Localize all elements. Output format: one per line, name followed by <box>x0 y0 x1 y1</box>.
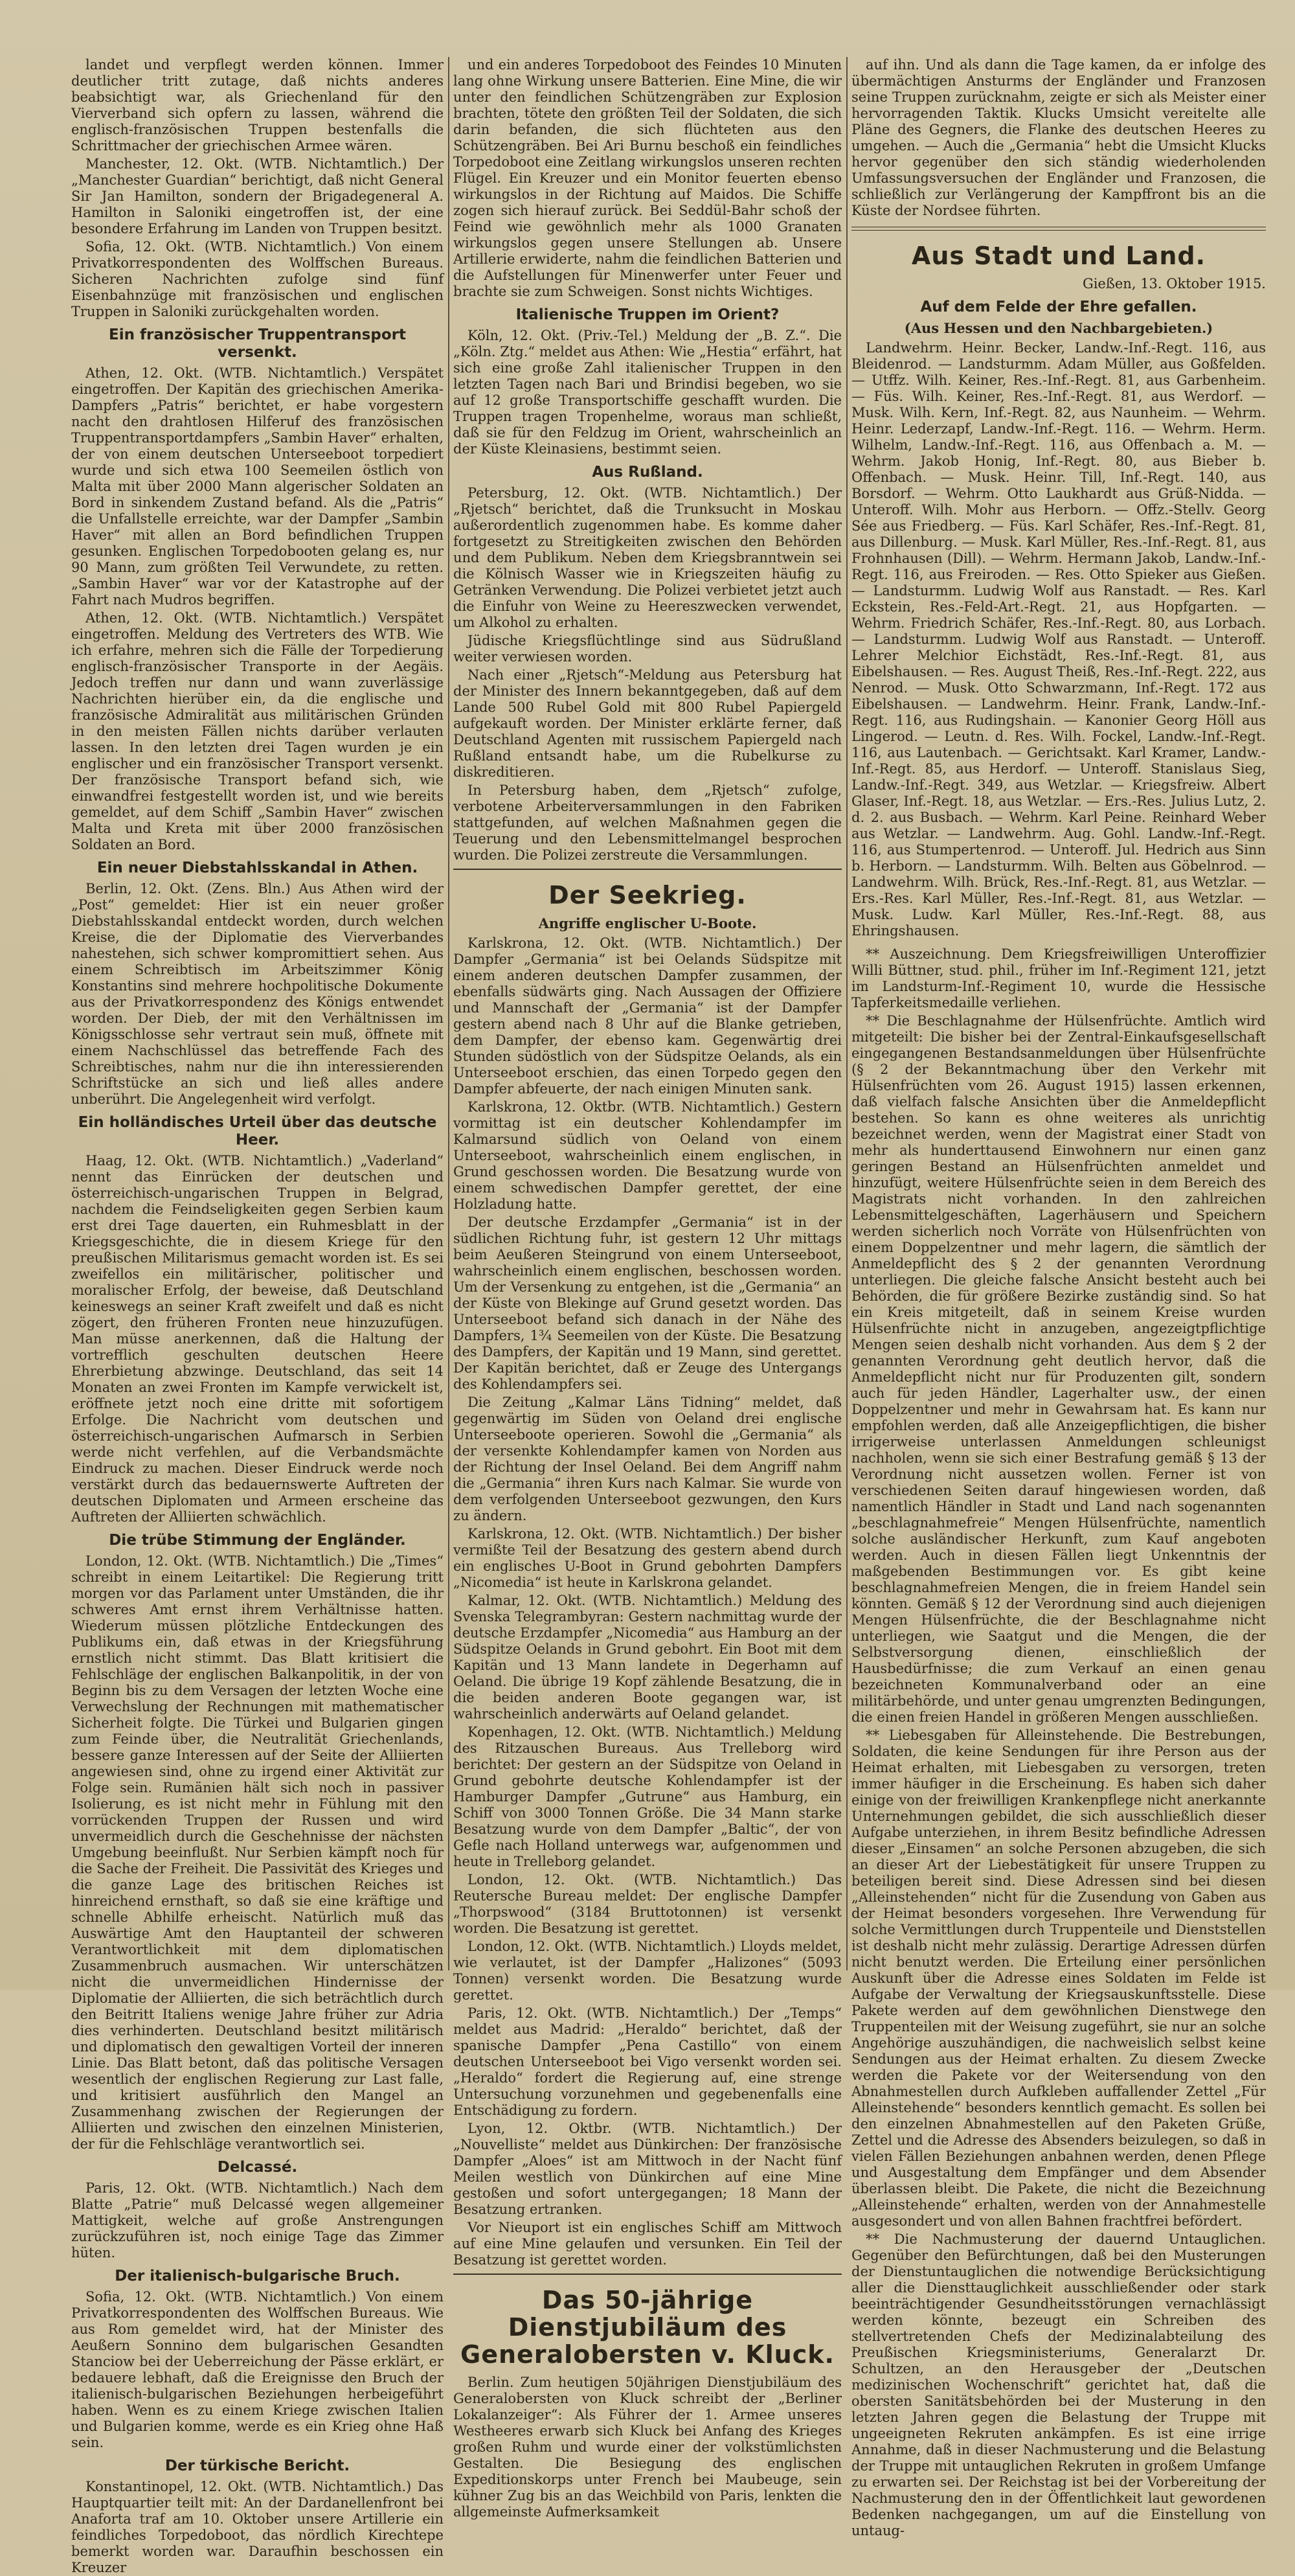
article-headline: Der türkische Bericht. <box>164 2457 350 2474</box>
article-paragraph: London, 12. Okt. (WTB. Nichtamtlich.) Lloyds meldet, wie verlautet, ist der Dampfer „Halizones“ (5093 Tonnen) versenkt worden. Die Besatzung wurde gerettet. <box>453 1939 842 2003</box>
article-paragraph: landet und verpflegt werden können. Immer deutlicher tritt zutage, daß nichts anderes beabsichtigt war, als Griechenland für den Vierverband sich opfern zu lassen, während die englisch-französischen Truppen bestenfalls die Schrittmacher der griechischen Armee wären. <box>71 57 444 154</box>
article-paragraph: Manchester, 12. Okt. (WTB. Nichtamtlich.) Der „Manchester Guardian“ berichtigt, daß nicht General Sir Jan Hamilton, sondern der Brigadegeneral A. Hamilton in Saloniki eingetroffen ist, der eine besondere Erfahrung im Landen von Truppen besitzt. <box>71 156 444 236</box>
article-paragraph: Sofia, 12. Okt. (WTB. Nichtamtlich.) Von einem Privatkorrespondenten des Wolffschen Bureaus. Wie aus Rom gemeldet wird, hat der Minister des Aeußern Sonnino dem bulgarischen Gesandten Stanciow bei der Ueberreichung der Pässe erklärt, er bedauere lebhaft, daß die Ereignisse den Bruch der italienisch-bulgarischen Beziehungen herbeigeführt haben. Wenn es zu einem Kriege zwischen Italien und Bulgarien komme, werde es ein Krieg ohne Haß sein. <box>71 2289 444 2450</box>
article-paragraph: Karlskrona, 12. Okt. (WTB. Nichtamtlich.) Der Dampfer „Germania“ ist bei Oelands Südspitze mit einem anderen deutschen Dampfer zusammen, der ebenfalls südwärts ging. Nach Aussagen der Offiziere und Mannschaft der „Germania“ ist der Dampfer gestern abend nach 8 Uhr auf die Blanke getrieben, dem Dampfer, der ebenso kam. Gegenwärtig drei Stunden südöstlich von der Südspitze Oelands, als ein Unterseeboot erschien, das einen Torpedo gegen den Dampfer abfeuerte, der nach einigen Minuten sank. <box>453 935 842 1097</box>
section-divider <box>453 869 842 870</box>
article-headline: Aus Rußland. <box>592 464 703 481</box>
article-paragraph: Haag, 12. Okt. (WTB. Nichtamtlich.) „Vaderland“ nennt das Einrücken der deutschen und österreichisch-ungarischen Truppen in Belgrad, nachdem die Feindseligkeiten gegen Serbien kaum erst drei Tage dauerten, ein Ruhmesblatt in der Kriegsgeschichte, die in diesem Kriege für den preußischen Militarismus gemacht worden ist. Es sei zweifellos ein militärischer, politischer und moralischer Erfolg, der beweise, daß Deutschland keineswegs an seiner Kraft zweifelt und daß es nicht zögert, den früheren Fronten neue hinzuzufügen. Man müsse anerkennen, daß die Haltung der vortrefflich geschulten deutschen Heere Ehrerbietung abzwinge. Deutschland, das seit 14 Monaten an zwei Fronten im Kampfe verwickelt ist, eröffnete jetzt noch eine dritte mit sofortigem Erfolge. Die Nachricht vom deutschen und österreichisch-ungarischen Aufmarsch in Serbien werde nicht verfehlen, auf die Verbandsmächte Eindruck zu machen. Dieser Eindruck werde noch verstärkt durch das bedauernswerte Auftreten der deutschen Diplomaten und Armeen erscheine das Auftreten der Alliierten schwächlich. <box>71 1153 444 1525</box>
article-headline: Die trübe Stimmung der Engländer. <box>109 1532 406 1549</box>
article-headline: Delcassé. <box>217 2159 298 2176</box>
article-paragraph: Athen, 12. Okt. (WTB. Nichtamtlich.) Verspätet eingetroffen. Der Kapitän des griechischen Amerika-Dampfers „Patris“ berichtet, er habe vorgestern nacht den drahtlosen Hilferuf des französischen Truppentransportdampfers „Sambin Haver“ erhalten, der von einem deutschen Unterseeboot torpediert wurde und sich etwa 100 Seemeilen östlich von Malta mit über 2000 Mann algerischer Soldaten an Bord in sinkendem Zustand befand. Als die „Patris“ die Unfallstelle erreichte, war der Dampfer „Sambin Haver“ mit allen an Bord befindlichen Truppen gesunken. Englischen Torpedobooten gelang es, nur 90 Mann, zum größten Teil Verwundete, zu retten. „Sambin Haver“ war vor der Katastrophe auf der Fahrt nach Mudros begriffen. <box>71 365 444 608</box>
article-paragraph: Athen, 12. Okt. (WTB. Nichtamtlich.) Verspätet eingetroffen. Meldung des Vertreters des WTB. Wie ich erfahre, mehren sich die Fälle der Torpedierung englisch-französischer Transporte in der Aegäis. Jedoch treffen nur dann und wann zuverlässige Nachrichten hierüber ein, da die englische und französische Admiralität aus militärischen Gründen in den meisten Fällen nichts darüber verlauten lassen. In den letzten drei Tagen wurden je ein englischer und ein französischer Transport versenkt. Der französische Transport befand sich, wie einwandfrei festgestellt worden ist, und wie bereits gemeldet, auf dem Schiff „Sambin Haver“ zwischen Malta und Kreta mit über 2000 französischen Soldaten an Bord. <box>71 610 444 852</box>
article-paragraph: ** Auszeichnung. Dem Kriegsfreiwilligen Unteroffizier Willi Büttner, stud. phil., früher im Inf.-Regiment 121, jetzt im Landsturm-Inf.-Regiment 10, wurde die Hessische Tapferkeitsmedaille verliehen. <box>851 946 1266 1010</box>
article-paragraph: Paris, 12. Okt. (WTB. Nichtamtlich.) Der „Temps“ meldet aus Madrid: „Heraldo“ berichtet, daß der spanische Dampfer „Pena Castillo“ von einem deutschen Unterseeboot bei Vigo versenkt worden sei. „Heraldo“ fordert die Regierung auf, eine strenge Untersuchung vorzunehmen und gegebenenfalls eine Entschädigung zu fordern. <box>453 2005 842 2118</box>
section-divider <box>851 227 1266 231</box>
article-paragraph: ** Liebesgaben für Alleinstehende. Die Bestrebungen, Soldaten, die keine Sendungen für ihre Person aus der Heimat erhalten, mit Liebesgaben zu versorgen, treten immer häufiger in die Erscheinung. Es haben sich daher einige von der freiwilligen Krankenpflege nicht anerkannte Unternehmungen gebildet, die sich ausschließlich dieser Aufgabe unterziehen, in ihrem Besitz befindliche Adressen dieser „Einsamen“ an solche Personen abzugeben, die sich an dieser Art der Liebestätigkeit für unsere Truppen zu beteiligen bereit sind. Diese Adressen sind bei diesen „Alleinstehenden“ nicht für die Zusendung von Gaben aus der Heimat besonders vorgesehen. Ihre Verwendung für solche Vermittlungen durch Truppenteile und Dienststellen ist deshalb nicht mehr zulässig. Derartige Adressen dürfen nicht benutzt werden. Die Erteilung einer persönlichen Auskunft über die Adresse eines Soldaten im Felde ist Aufgabe der Verwaltung der Kriegsauskunftsstelle. Diese Pakete werden auf dem gewöhnlichen Dienstwege den Truppenteilen mit der Weisung zugeführt, sie nur an solche Angehörige auszuhändigen, die nachweislich selbst keine Sendungen aus der Heimat erhalten. Zu diesem Zwecke werden die Pakete vor der Weitersendung von den Abnahmestellen durch Aufkleben auffallender Zettel „Für Alleinstehende“ besonders kenntlich gemacht. Es sollen bei den einzelnen Abnahmestellen auf den Paketen Grüße, Zettel und die Adresse des Absenders beizulegen, so daß in vielen Fällen Beziehungen anbahnen werden, denen Pflege und Ausgestaltung dem Empfänger und dem Absender überlassen bleibt. Die Pakete, die nicht die Bezeichnung „Alleinstehende“ erhalten, werden von der Annahmestelle ausgesondert und von allen Bahnen frachtfrei befördert. <box>851 1727 1266 2229</box>
article-paragraph: Karlskrona, 12. Okt. (WTB. Nichtamtlich.) Der bisher vermißte Teil der Besatzung des gestern abend durch ein englisches U-Boot in Grund gebohrten Dampfers „Nicomedia“ ist heute in Karlskrona gelandet. <box>453 1526 842 1590</box>
article-paragraph: Berlin. Zum heutigen 50jährigen Dienstjubiläum des Generalobersten von Kluck schreibt der „Berliner Lokalanzeiger“: Als Führer der 1. Armee unseres Westheeres erwarb sich Kluck bei Anfang des Krieges großen Ruhm und wurde einer der volkstümlichsten Gestalten. Die Besiegung des englischen Expeditionskorps unter French bei Maubeuge, sein kühner Zug bis an das Weichbild von Paris, lenkten die allgemeinste Aufmerksamkeit <box>453 2375 842 2520</box>
article-paragraph: In Petersburg haben, dem „Rjetsch“ zufolge, verbotene Arbeiterversammlungen in den Fabriken stattgefunden, auf welchen Maßnahmen gegen die Teuerung und den Lebensmittelmangel besprochen wurden. Die Polizei zerstreute die Versammlungen. <box>453 782 842 863</box>
dateline: Gießen, 13. Oktober 1915. <box>1082 276 1266 291</box>
article-paragraph: Landwehrm. Heinr. Becker, Landw.-Inf.-Regt. 116, aus Bleidenrod. — Landsturmm. Adam Müller, aus Goßfelden. — Utffz. Wilh. Keiner, Res.-Inf.-Regt. 81, aus Garbenheim. — Füs. Wilh. Keiner, Res.-Inf.-Regt. 81, aus Werdorf. — Musk. Wilh. Kern, Inf.-Regt. 82, aus Naunheim. — Wehrm. Heinr. Lederzapf, Landw.-Inf.-Regt. 116. — Wehrm. Herm. Wilhelm, Landw.-Inf.-Regt. 116, aus Offenbach a. M. — Wehrm. Jakob Honig, Inf.-Regt. 80, aus Bieber b. Offenbach. — Musk. Heinr. Till, Inf.-Regt. 140, aus Borsdorf. — Wehrm. Otto Laukhardt aus Grüß-Nidda. — Unteroff. Wilh. Mohr aus Herborn. — Offz.-Stellv. Georg Sée aus Friedberg. — Füs. Karl Schäfer, Res.-Inf.-Regt. 81, aus Dillenburg. — Musk. Karl Müller, Res.-Inf.-Regt. 81, aus Frohnhausen (Dill). — Wehrm. Hermann Jakob, Landw.-Inf.-Regt. 116, aus Freiroden. — Res. Otto Spieker aus Gießen. — Landsturmm. Ludwig Wolf aus Ranstadt. — Res. Karl Eckstein, Res.-Feld-Art.-Regt. 21, aus Hopfgarten. — Wehrm. Friedrich Schäfer, Res.-Inf.-Regt. 80, aus Lorbach. — Landsturmm. Ludwig Wolf aus Ranstadt. — Unteroff. Lehrer Melchior Eichstädt, Res.-Inf.-Regt. 81, aus Eibelshausen. — Res. August Theiß, Res.-Inf.-Regt. 222, aus Nenrod. — Musk. Otto Schwarzmann, Inf.-Regt. 172 aus Eibelshausen. — Landwehrm. Heinr. Frank, Landw.-Inf.-Regt. 116, aus Rudingshain. — Kanonier Georg Höll aus Lingerod. — Leutn. d. Res. Wilh. Fockel, Landw.-Inf.-Regt. 116, aus Lautenbach. — Gerichtsakt. Karl Kramer, Landw.-Inf.-Regt. 85, aus Herdorf. — Unteroff. Stanislaus Sieg, Landw.-Inf.-Regt. 349, aus Wetzlar. — Kriegsfreiw. Albert Glaser, Inf.-Regt. 18, aus Wetzlar. — Ers.-Res. Julius Lutz, 2. d. 2. aus Busbach. — Wehrm. Karl Peine. Reinhard Weber aus Wetzlar. — Landwehrm. Aug. Gohl. Landw.-Inf.-Regt. 116, aus Stumpertenrod. — Unteroff. Jul. Hedrich aus Sinn b. Herborn. — Landsturmm. Wilh. Belten aus Göbelnrod. — Landwehrm. Wilh. Brück, Res.-Inf.-Regt. 81, aus Wetzlar. — Ers.-Res. Karl Müller, Res.-Inf.-Regt. 81, aus Wetzlar. — Musk. Ludw. Karl Müller, Res.-Inf.-Regt. 88, aus Ehringshausen. <box>851 340 1266 939</box>
article-paragraph: Der deutsche Erzdampfer „Germania“ ist in der südlichen Richtung fuhr, ist gestern 12 Uhr mittags beim Aeußeren Steingrund von einem Unterseeboot, wahrscheinlich einem englischen, beschossen worden. Um der Versenkung zu entgehen, ist die „Germania“ an der Küste von Blekinge auf Grund gesetzt worden. Das Unterseeboot befand sich danach in der Nähe des Dampfers, 1¾ Seemeilen von der Küste. Die Besatzung des Dampfers, der Kapitän und 19 Mann, sind gerettet. Der Kapitän berichtet, daß er Zeuge des Untergangs des Kohlendampfers sei. <box>453 1214 842 1392</box>
article-paragraph: auf ihn. Und als dann die Tage kamen, da er infolge des übermächtigen Ansturms der Engländer und Franzosen seine Truppen zurücknahm, zeigte er sich als Meister einer hervorragenden Taktik. Klucks Umsicht vereitelte alle Pläne des Gegners, die Flanke des deutschen Heeres zu umgehen. — Auch die „Germania“ hebt die Umsicht Klucks hervor gegenüber den sich ständig wiederholenden Umfassungsversuchen der Engländer und Franzosen, die schließlich zur Verlängerung der Kampffront bis an die Küste der Nordsee führten. <box>851 57 1266 218</box>
article-headline: Ein französischer Truppentransport versenkt. <box>109 326 406 361</box>
article-paragraph: Berlin, 12. Okt. (Zens. Bln.) Aus Athen wird der „Post“ gemeldet: Hier ist ein neuer großer Diebstahlsskandal entdeckt worden, durch welchen Kreise, die der Diplomatie des Vierverbandes nahestehen, sich schwer kompromittiert sehen. Aus einem Schreibtisch im Arbeitszimmer König Konstantins sind mehrere hochpolitische Dokumente aus der Privatkorrespondenz des Königs entwendet worden. Der Dieb, der mit den Verhältnissen im Königsschlosse sehr vertraut sein muß, öffnete mit einem Nachschlüssel das betreffende Fach des Schreibtisches, nahm nur die ihn interessierenden Schriftstücke an sich und ließ alles andere unberührt. Die Angelegenheit wird verfolgt. <box>71 881 444 1107</box>
column-middle <box>453 57 842 2520</box>
article-paragraph: Vor Nieuport ist ein englisches Schiff am Mittwoch auf eine Mine gelaufen und versunken. Ein Teil der Besatzung ist gerettet worden. <box>453 2220 842 2268</box>
section-subtitle: Angriffe englischer U-Boote. <box>538 915 757 931</box>
article-paragraph: Nach einer „Rjetsch“-Meldung aus Petersburg hat der Minister des Innern bekanntgegeben, daß auf dem Lande 500 Rubel Gold mit 800 Rubel Papiergeld aufgekauft worden. Der Minister erklärte ferner, daß Deutschland Agenten mit russischem Papiergeld nach Rußland entsandt habe, um die Rubelkurse zu diskreditieren. <box>453 667 842 780</box>
article-paragraph: Jüdische Kriegsflüchtlinge sind aus Südrußland weiter verwiesen worden. <box>453 633 842 665</box>
section-divider <box>453 2274 842 2275</box>
article-paragraph: Karlskrona, 12. Oktbr. (WTB. Nichtamtlich.) Gestern vormittag ist ein deutscher Kohlendampfer im Kalmarsund südlich von Oeland von einem Unterseeboot, wahrscheinlich einem englischen, in Grund geschossen worden. Die Besatzung wurde von einem schwedischen Dampfer gerettet, der eine Holzladung hatte. <box>453 1099 842 1212</box>
article-paragraph: Petersburg, 12. Okt. (WTB. Nichtamtlich.) Der „Rjetsch“ berichtet, daß die Trunksucht in Moskau außerordentlich zugenommen habe. Es komme daher fortgesetzt zu Streitigkeiten zwischen den Behörden und dem Publikum. Neben dem Kriegsbranntwein sei die Kölnisch Wasser wie in Kriegszeiten häufig zu Getränken Verwendung. Die Polizei verbietet jetzt auch die Einfuhr von Weine zu Heereszwecken verwendet, um Alkohol zu erhalten. <box>453 485 842 630</box>
article-paragraph: London, 12. Okt. (WTB. Nichtamtlich.) Die „Times“ schreibt in einem Leitartikel: Die Regierung tritt morgen vor das Parlament unter Umständen, die ihr schweres Amt ernst ihrem Verhältnisse hatten. Wiederum müssen plötzliche Entdeckungen des Publikums ein, daß etwas in der Kriegsführung ernstlich nicht stimmt. Das Blatt kritisiert die Fehlschläge der englischen Balkanpolitik, in der von Beginn bis zu dem Versagen der letzten Woche eine Verwechslung der Rechnungen mit mathematischer Sicherheit folgte. Die Türkei und Bulgarien gingen zum Feinde über, die Neutralität Griechenlands, bessere ganze Interessen auf der Seite der Alliierten angewiesen sind, ohne zu irgend einer Aktivität zur Folge sein. Rumänien hält sich noch in passiver Isolierung, es ist nicht mehr in Fühlung mit den vorrückenden Truppen der Russen und wird unvermeidlich durch die Geschehnisse der nächsten Umgebung beeinflußt. Nur Serbien kämpft noch für die Sache der Freiheit. Die Passivität des Krieges und die ganze Lage des britischen Reiches ist hinreichend ernsthaft, so daß sie eine kräftige und schnelle Abhilfe erheischt. Natürlich muß das Auswärtige Amt den Hauptanteil der schweren Verantwortlichkeit mit dem diplomatischen Zusammenbruch ausmachen. Wir unterschätzen nicht die unvermeidlichen Hindernisse der Diplomatie der Alliierten, die sich beträchtlich durch den Beitritt Italiens wenige Jahre früher zur Adria dies verhinderten. Deutschland besitzt militärisch und diplomatisch den gewaltigen Vorteil der inneren Linie. Das Blatt betont, daß das politische Versagen wesentlich der englischen Regierung zur Last falle, und kritisiert ausführlich den Mangel an Zusammenhang zwischen der Regierungen der Alliierten und zwischen den einzelnen Ministerien, der für die Fehlschläge verantwortlich sei. <box>71 1553 444 2152</box>
article-paragraph: Konstantinopel, 12. Okt. (WTB. Nichtamtlich.) Das Hauptquartier teilt mit: An der Dardanellenfront bei Anaforta traf am 10. Oktober unsere Artillerie ein feindliches Torpedoboot, das nördlich Kirechtepe bemerkt worden war. Daraufhin beschossen ein Kreuzer <box>71 2479 444 2575</box>
article-headline: Auf dem Felde der Ehre gefallen. <box>920 299 1197 315</box>
article-paragraph: Kalmar, 12. Okt. (WTB. Nichtamtlich.) Meldung des Svenska Telegrambyran: Gestern nachmittag wurde der deutsche Erzdampfer „Nicomedia“ aus Hamburg an der Südspitze Oelands in Grund gebohrt. Ein Boot mit dem Kapitän und 13 Mann landete in Degerhamn auf Oeland. Die übrige 19 Kopf zählende Besatzung, die in die beiden anderen Boote gegangen war, ist wahrscheinlich anderwärts auf Oeland gelandet. <box>453 1593 842 1722</box>
article-paragraph: Paris, 12. Okt. (WTB. Nichtamtlich.) Nach dem Blatte „Patrie“ muß Delcassé wegen allgemeiner Mattigkeit, welche auf große Anstrengungen zurückzuführen ist, noch einige Tage das Zimmer hüten. <box>71 2180 444 2261</box>
column-rule <box>846 57 848 1970</box>
section-title: Der Seekrieg. <box>548 881 747 909</box>
article-paragraph: ** Die Beschlagnahme der Hülsenfrüchte. Amtlich wird mitgeteilt: Die bisher bei der Zentral-Einkaufsgesellschaft eingegangenen Bestandsanmeldungen über Hülsenfrüchte (§ 2 der Bekanntmachung über den Verkehr mit Hülsenfrüchten vom 26. August 1915) lassen erkennen, daß vielfach falsche Ansichten über die Anmeldepflicht bestehen. So kann es ohne weiteres als unrichtig bezeichnet werden, wenn der Magistrat einer Stadt von mehr als hunderttausend Einwohnern nur einen ganz geringen Bestand an Hülsenfrüchten anmeldet und hinzufügt, weitere Hülsenfrüchte seien in dem Bereich des Magistrats nicht vorhanden. In den zahlreichen Lebensmittelgeschäften, Lagerhäusern und Speichern werden sicherlich noch Vorräte von Hülsenfrüchten von einem Doppelzentner und mehr lagern, die sämtlich der Anmeldepflicht des § 2 der genannten Verordnung unterliegen. Die gleiche falsche Ansicht besteht auch bei Behörden, die für größere Bezirke zuständig sind. So hat ein Kreis mitgeteilt, daß in seinem Kreise wurden Hülsenfrüchte nicht in anzugeben, angezeigtpflichtige Mengen seien deshalb nicht vorhanden. Aus dem § 2 der genannten Verordnung geht deutlich hervor, daß die Anmeldepflicht nicht nur für Produzenten gilt, sondern auch für jeden Händler, Lagerhalter usw., der einen Doppelzentner und mehr in Gewahrsam hat. Es kann nur empfohlen werden, daß alle Anzeigepflichtigen, die bisher irrigerweise unterlassen Anmeldungen schleunigst nachholen, wenn sie sich einer Bestrafung gemäß § 13 der Verordnung nicht aussetzen wollen. Ferner ist von verschiedenen Seiten darauf hingewiesen worden, daß namentlich Händler in Stadt und Land nach sogenannten „beschlagnahmefreie“ Mengen Hülsenfrüchte, namentlich solche ausländischer Herkunft, zum Kauf angeboten werden. Auch in diesen Fällen liegt Unkenntnis der maßgebenden Bestimmungen vor. Es gibt keine beschlagnahmefreien Mengen, die in freiem Handel sein könnten. Gemäß § 12 der Verordnung sind auch diejenigen Mengen Hülsenfrüchte, die der Beschlagnahme nicht unterliegen, wie Saatgut und die Mengen, die der Selbstversorgung dienen, einschließlich der Hausbedürfnisse; die zum Verkauf an einen genau bezeichneten Kommunalverband oder an eine militärbehörde, und unter genau umgrenzten Bedingungen, die einen freien Handel in größeren Mengen ausschließen. <box>851 1013 1266 1725</box>
article-paragraph: Kopenhagen, 12. Okt. (WTB. Nichtamtlich.) Meldung des Ritzauschen Bureaus. Aus Trelleborg wird berichtet: Der gestern an der Südspitze von Oeland in Grund gebohrte deutsche Kohlendampfer ist der Hamburger Dampfer „Gutrune“ aus Hamburg, ein Schiff von 3000 Tonnen Größe. Die 34 Mann starke Besatzung wurde von dem Dampfer „Baltic“, der von Gefle nach Holland unterwegs war, aufgenommen und heute in Trelleborg gelandet. <box>453 1724 842 1869</box>
article-paragraph: Die Zeitung „Kalmar Läns Tidning“ meldet, daß gegenwärtig im Süden von Oeland drei englische Unterseeboote operieren. Sowohl die „Germania“ als der versenkte Kohlendampfer kamen von Norden aus der Richtung der Insel Oeland. Bei dem Angriff nahm die „Germania“ ihren Kurs nach Kalmar. Sie wurde von dem verfolgenden Unterseeboot gezwungen, den Kurs zu ändern. <box>453 1395 842 1523</box>
article-paragraph: ** Die Nachmusterung der dauernd Untauglichen. Gegenüber den Befürchtungen, daß bei den Musterungen der Dienstuntauglichen die notwendige Berücksichtigung aller die Diensttauglichkeit ausschließender oder stark beeinträchtigender Gesundheitsstörungen vernachlässigt werden könnte, bezeugt ein Schreiben des stellvertretenden Chefs der Medizinalabteilung des Preußischen Kriegsministeriums, Generalarzt Dr. Schultzen, an den Herausgeber der „Deutschen medizinischen Wochenschrift“ gerichtet hat, daß die obersten Sanitätsbehörden bei der Musterung in den letzten Jahren gegen die Belastung der Truppe mit ungeeigneten Rekruten ankämpfen. Es ist eine irrige Annahme, daß in dieser Nachmusterung und die Belastung der Truppe mit untauglichen Rekruten in großem Umfange zu erwarten sei. Der Reichstag ist bei der Vorbereitung der Nachmusterung den in der Öffentlichkeit laut gewordenen Bedenken nachgegangen, um auf die Einstellung von untaug- <box>851 2231 1266 2538</box>
column-rule <box>448 57 449 1970</box>
article-paragraph: Köln, 12. Okt. (Priv.-Tel.) Meldung der „B. Z.“. Die „Köln. Ztg.“ meldet aus Athen: Wie „Hestia“ erfährt, hat sich eine große Zahl italienischer Truppen in den letzten Tagen nach Bari und Brindisi begeben, wo sie auf 12 große Transportschiffe geschafft wurden. Die Truppen tragen Tropenhelme, woraus man schließt, daß sie für den Feldzug im Orient, wahrscheinlich an der Küste Kleinasiens, bestimmt seien. <box>453 328 842 457</box>
section-subtitle: (Aus Hessen und den Nachbargebieten.) <box>904 320 1213 336</box>
column-left <box>71 57 444 2575</box>
article-paragraph: London, 12. Okt. (WTB. Nichtamtlich.) Das Reutersche Bureau meldet: Der englische Dampfer „Thorpswood“ (3184 Bruttotonnen) ist versenkt worden. Die Besatzung ist gerettet. <box>453 1872 842 1936</box>
article-paragraph: Sofia, 12. Okt. (WTB. Nichtamtlich.) Von einem Privatkorrespondenten des Wolffschen Bureaus. Sicheren Nachrichten zufolge sind fünf Eisenbahnzüge mit französischen und englischen Truppen in Saloniki zurückgehalten worden. <box>71 239 444 319</box>
section-title: Aus Stadt und Land. <box>911 242 1206 270</box>
article-headline: Ein neuer Diebstahlsskandal in Athen. <box>96 860 418 876</box>
article-headline: Ein holländisches Urteil über das deutsche Heer. <box>78 1114 437 1148</box>
article-headline: Der italienisch-bulgarische Bruch. <box>115 2268 400 2285</box>
article-paragraph: Lyon, 12. Oktbr. (WTB. Nichtamtlich.) Der „Nouvelliste“ meldet aus Dünkirchen: Der französische Dampfer „Aloes“ ist am Mittwoch in der Nacht fünf Meilen westlich von Dünkirchen auf eine Mine gestoßen und sofort untergegangen; 18 Mann der Besatzung ertranken. <box>453 2121 842 2217</box>
article-paragraph: und ein anderes Torpedoboot des Feindes 10 Minuten lang ohne Wirkung unsere Batterien. Eine Mine, die wir unter den feindlichen Schützengräben zur Explosion brachten, tötete den größten Teil der Soldaten, die sich darin befanden, die sich flüchteten aus den Schützengräben. Bei Ari Burnu beschoß ein feindliches Torpedoboot eine Zeitlang wirkungslos unseren rechten Flügel. Ein Kreuzer und ein Monitor feuerten ebenso wirkungslos in der Richtung auf Maidos. Die Schiffe zogen sich hierauf zurück. Bei Seddül-Bahr schoß der Feind wie gewöhnlich mehr als 1000 Granaten wirkungslos gegen unsere Stellungen ab. Unsere Artillerie erwiderte, nahm die feindlichen Batterien und die Aufstellungen für Minenwerfer unter Feuer und brachte sie zum Schweigen. Sonst nichts Wichtiges. <box>453 57 842 299</box>
article-headline: Italienische Truppen im Orient? <box>515 306 780 323</box>
column-right <box>851 57 1266 2538</box>
section-title: Das 50-jährige Dienstjubiläum des Generalobersten v. Kluck. <box>460 2286 835 2369</box>
